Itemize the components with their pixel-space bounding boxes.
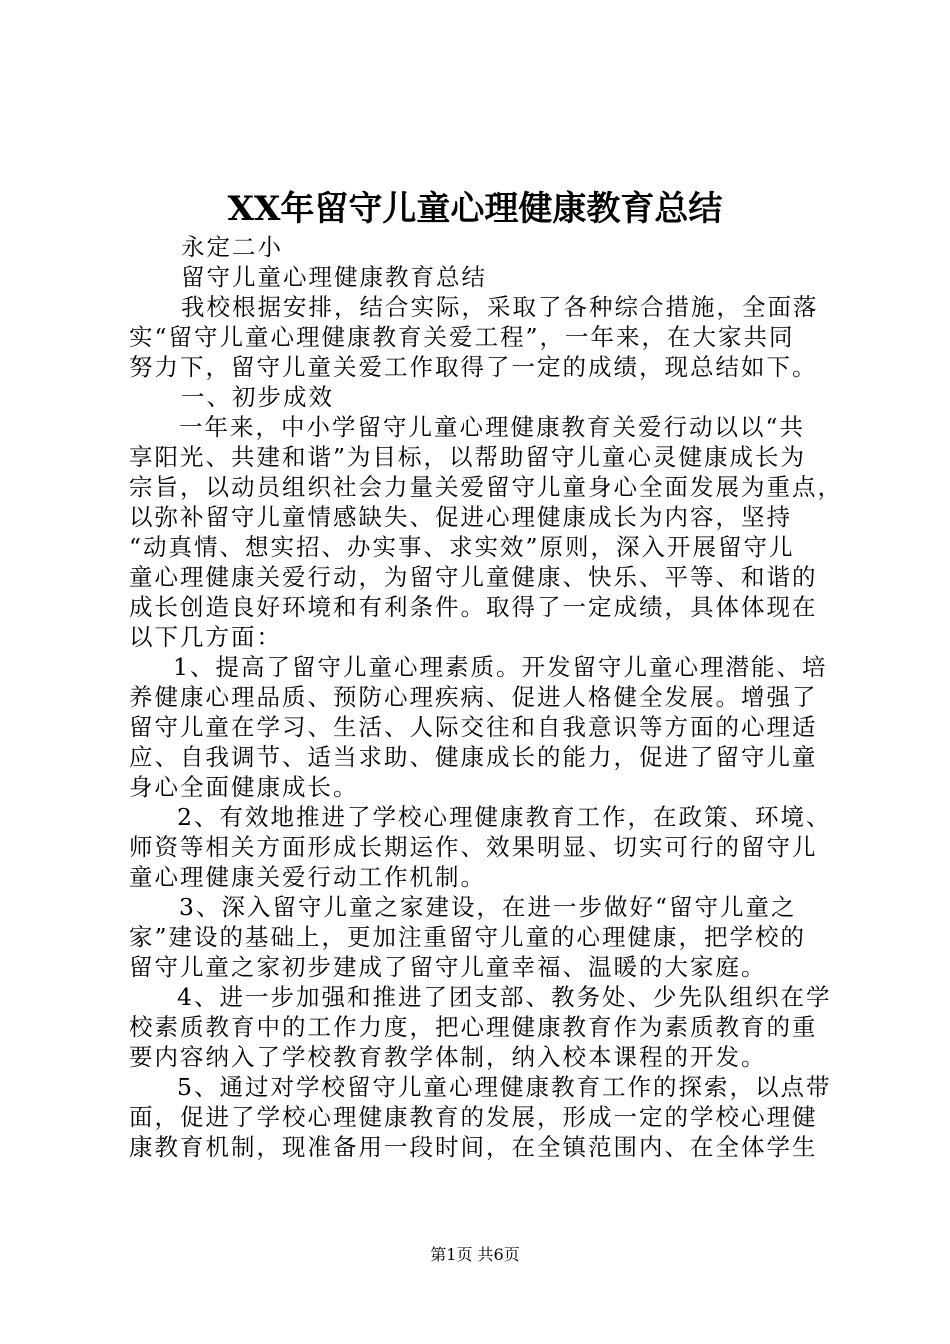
paragraph-line: 面，促进了学校心理健康教育的发展，形成一定的学校心理健 xyxy=(129,1103,818,1131)
paragraph-line: 师资等相关方面形成长期运作、效果明显、切实可行的留守儿 xyxy=(129,833,818,861)
paragraph-line: 以下几方面： xyxy=(129,623,282,651)
paragraph-line: 留守儿童之家初步建成了留守儿童幸福、温暖的大家庭。 xyxy=(129,953,767,981)
school-name-line: 永定二小 xyxy=(181,233,283,261)
document-title: XX年留守儿童心理健康教育总结 xyxy=(227,189,723,229)
paragraph-line: 家”建设的基础上，更加注重留守儿童的心理健康，把学校的 xyxy=(129,923,807,951)
paragraph-line: 我校根据安排，结合实际，采取了各种综合措施，全面落 xyxy=(181,293,819,321)
paragraph-line: 一年来，中小学留守儿童心理健康教育关爱行动以以“共 xyxy=(179,413,806,441)
list-item-line: 2、有效地推进了学校心理健康教育工作，在政策、环境、 xyxy=(177,803,832,831)
paragraph-line: 童心理健康关爱行动工作机制。 xyxy=(129,863,486,891)
paragraph-line: 以弥补留守儿童情感缺失、促进心理健康成长为内容，坚持 xyxy=(129,503,792,531)
paragraph-line: 努力下，留守儿童关爱工作取得了一定的成绩，现总结如下。 xyxy=(129,353,818,381)
paragraph-line: 实“留守儿童心理健康教育关爱工程”，一年来，在大家共同 xyxy=(129,323,795,351)
list-item-line: 4、进一步加强和推进了团支部、教务处、少先队组织在学 xyxy=(177,983,832,1011)
paragraph-line: “动真情、想实招、办实事、求实效”原则，深入开展留守儿 xyxy=(129,533,795,561)
list-item-line: 5、通过对学校留守儿童心理健康教育工作的探索，以点带 xyxy=(177,1073,832,1101)
paragraph-line: 校素质教育中的工作力度，把心理健康教育作为素质教育的重 xyxy=(129,1013,818,1041)
paragraph-line: 成长创造良好环境和有利条件。取得了一定成绩，具体体现在 xyxy=(129,593,818,621)
section-heading: 一、初步成效 xyxy=(181,383,334,411)
document-body xyxy=(129,232,843,1162)
paragraph-line: 宗旨，以动员组织社会力量关爱留守儿童身心全面发展为重点， xyxy=(129,473,843,501)
page-number-footer: 第1页 共6页 xyxy=(430,1245,520,1264)
paragraph-line: 享阳光、共建和谐”为目标，以帮助留守儿童心灵健康成长为 xyxy=(129,443,807,471)
paragraph-line: 养健康心理品质、预防心理疾病、促进人格健全发展。增强了 xyxy=(129,683,818,711)
paragraph-line: 要内容纳入了学校教育教学体制，纳入校本课程的开发。 xyxy=(129,1043,767,1071)
list-item-line: 3、深入留守儿童之家建设，在进一步做好“留守儿童之 xyxy=(179,893,797,921)
paragraph-line: 身心全面健康成长。 xyxy=(129,773,359,801)
paragraph-line: 康教育机制，现准备用一段时间，在全镇范围内、在全体学生 xyxy=(129,1133,818,1161)
paragraph-line: 童心理健康关爱行动，为留守儿童健康、快乐、平等、和谐的 xyxy=(129,563,818,591)
list-item-line: 1、提高了留守儿童心理素质。开发留守儿童心理潜能、培 xyxy=(173,653,828,681)
paragraph-line: 应、自我调节、适当求助、健康成长的能力，促进了留守儿童 xyxy=(129,743,818,771)
paragraph-line: 留守儿童在学习、生活、人际交往和自我意识等方面的心理适 xyxy=(129,713,818,741)
subtitle-line: 留守儿童心理健康教育总结 xyxy=(181,263,487,291)
